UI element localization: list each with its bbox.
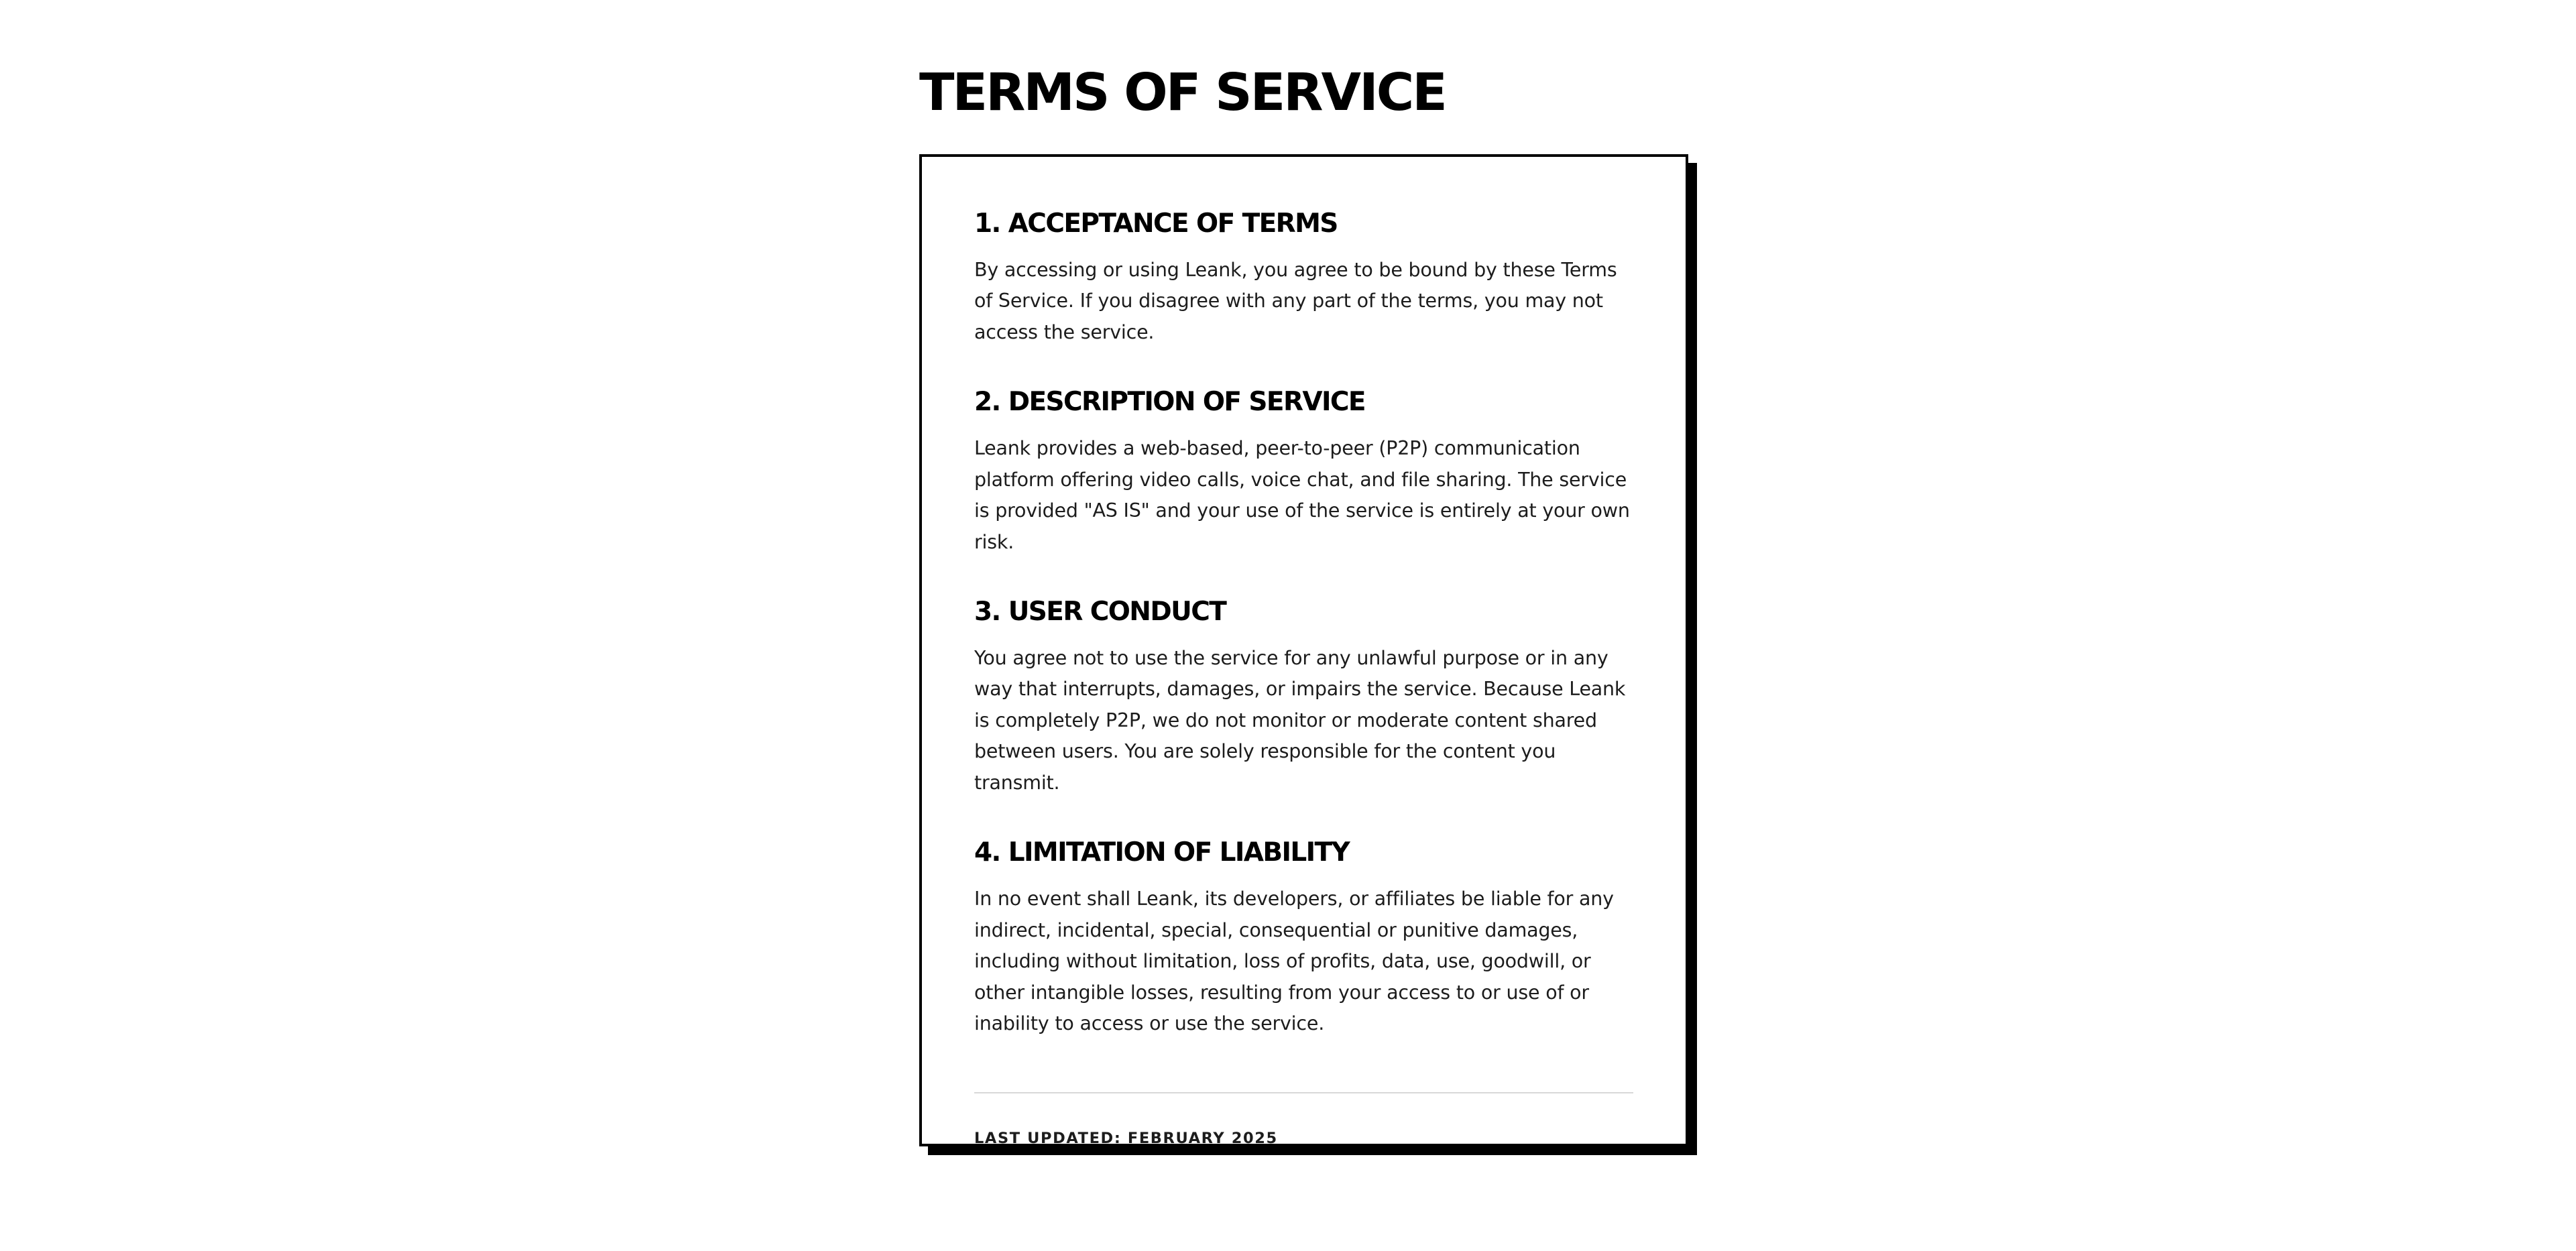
section-heading: 4. LIMITATION OF LIABILITY — [974, 837, 1350, 868]
section-body: In no event shall Leank, its developers, or affiliates be liable for any indirect, incidental, special, consequential or punitive damages, including without limitation, loss of profits, data, use, goodwill, or other intangible losses, resulting from your access to or use of or inability to access or use the service. — [974, 888, 1614, 1035]
section-description — [974, 387, 1633, 558]
last-updated-label: LAST UPDATED: FEBRUARY 2025 — [974, 1129, 1278, 1147]
section-heading: 1. ACCEPTANCE OF TERMS — [974, 208, 1338, 239]
terms-card — [919, 154, 1688, 1146]
footer-divider — [974, 1092, 1633, 1093]
section-liability — [974, 837, 1633, 1039]
page-title: TERMS OF SERVICE — [919, 63, 1446, 123]
section-body: By accessing or using Leank, you agree to be bound by these Terms of Service. If you disagree with any part of the terms, you may not access the service. — [974, 258, 1617, 343]
section-heading: 3. USER CONDUCT — [974, 597, 1226, 628]
section-heading: 2. DESCRIPTION OF SERVICE — [974, 387, 1365, 418]
section-user-conduct — [974, 597, 1633, 798]
section-body: Leank provides a web-based, peer-to-peer (P2P) communication platform offering video calls, voice chat, and file sharing. The service is provided "AS IS" and your use of the service is entirely at your own risk. — [974, 437, 1630, 553]
section-acceptance — [974, 208, 1633, 348]
section-body: You agree not to use the service for any unlawful purpose or in any way that interrupts, damages, or impairs the service. Because Leank is completely P2P, we do not monitor or moderate content shared between users. You are solely responsible for the content you transmit. — [974, 646, 1626, 794]
